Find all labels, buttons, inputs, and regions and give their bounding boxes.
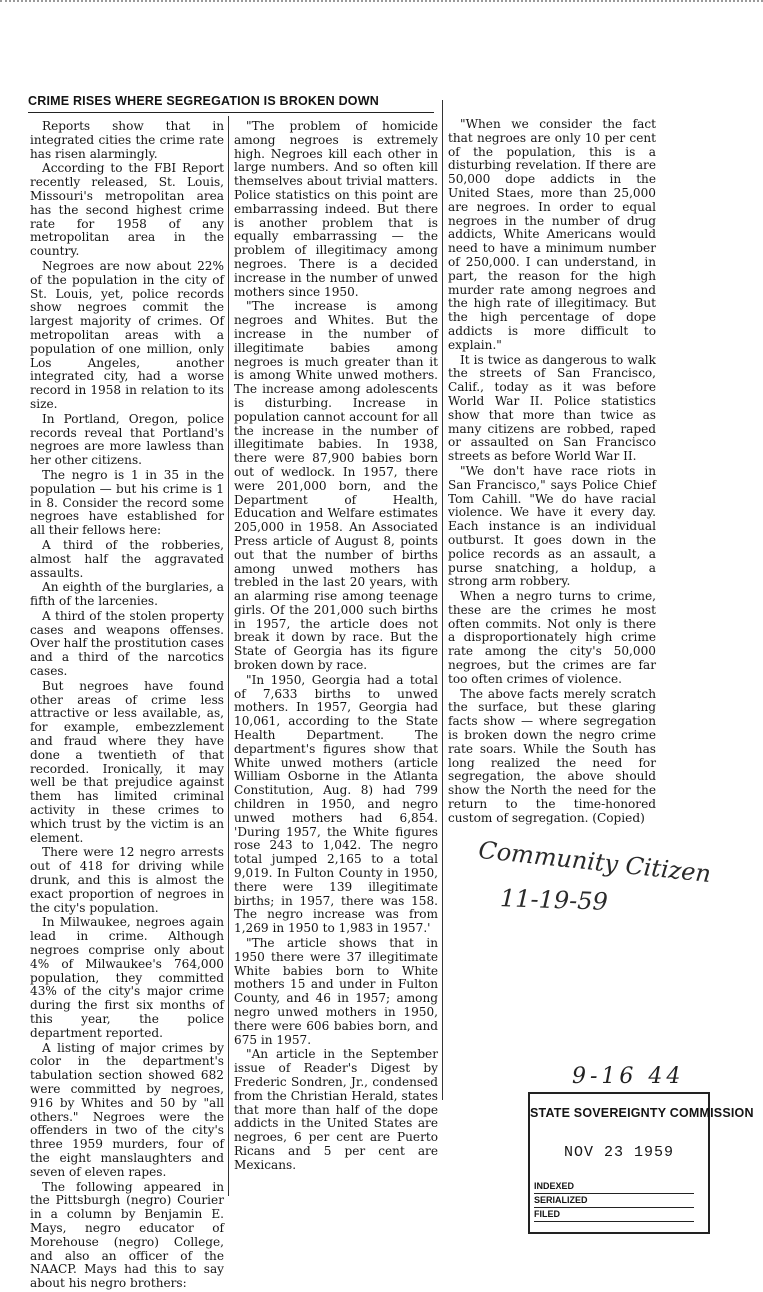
handwritten-file-number: 9-16 44 bbox=[572, 1064, 685, 1089]
paragraph: "We don't have race riots in San Francisco," says Police Chief Tom Cahill. "We do have racial violence. We have it every day. Each instance is an individual outburst. It goes down in the police records as an assault, a purse snatching, a holdup, a strong arm robbery. bbox=[448, 463, 656, 589]
paragraph: It is twice as dangerous to walk the streets of San Francisco, Calif., today as it was before World War II. Police statistics show that more than twice as many citizens are robbed, raped or assaulted on San Francisco streets as before World War II. bbox=[448, 352, 656, 464]
paragraph: Reports show that in integrated cities the crime rate has risen alarmingly. bbox=[30, 119, 224, 161]
paragraph: "In 1950, Georgia had a total of 7,633 births to unwed mothers. In 1957, Georgia had 10,061, according to the State Health Department. The department's figures show that White unwed mothers (article William Osborne in the Atlanta Constitution, Aug. 8) had 799 children in 1950, and negro unwed mothers had 6,854. 'During 1957, the White figures rose 243 to 1,042. The negro total jumped 2,165 to a total 9,019. In Fulton County in 1950, there were 139 illegitimate births; in 1957, there was 158. The negro increase was from 1,269 in 1950 to 1,983 in 1957.' bbox=[234, 672, 438, 936]
column-divider-1 bbox=[228, 116, 229, 1196]
article-column-3 bbox=[448, 118, 656, 827]
headline-rule bbox=[28, 112, 434, 113]
stamp-line-indexed: INDEXED bbox=[534, 1180, 694, 1194]
paragraph: In Portland, Oregon, police records reveal that Portland's negroes are more lawless than her other citizens. bbox=[30, 411, 224, 468]
stamp-line-serialized: SERIALIZED bbox=[534, 1194, 694, 1208]
column-divider-2 bbox=[442, 100, 443, 1100]
stamp-lines bbox=[534, 1180, 694, 1222]
perforation-edge bbox=[0, 0, 763, 6]
paragraph: "The increase is among negroes and Whites. But the increase in the number of illegitimate babies among negroes is much greater than it is among White unwed mothers. The increase among adolescents is disturbing. Increase in population cannot account for all the increase in the number of illegitimate babies. In 1938, there were 87,900 babies born out of wedlock. In 1957, there were 201,000 born, and the Department of Health, Education and Welfare estimates 205,000 in 1958. An Associated Press article of August 8, points out that the number of births among unwed mothers has trebled in the last 20 years, with an alarming rise among teenage girls. Of the 201,000 such births in 1957, the article does not break it down by race. But the State of Georgia has its figure broken down by race. bbox=[234, 299, 438, 673]
article-column-2 bbox=[234, 120, 438, 1174]
paragraph: "When we consider the fact that negroes are only 10 per cent of the population, this is a disturbing revelation. If there are 50,000 dope addicts in the United Staes, more than 25,000 are negroes. In order to equal negroes in the number of drug addicts, White Americans would need to have a minimum number of 250,000. I can understand, in part, the reason for the high murder rate among negroes and the high rate of illegitimacy. But the high percentage of dope addicts is more difficult to explain." bbox=[448, 117, 656, 352]
stamp-title: STATE SOVEREIGNTY COMMISSION bbox=[530, 1106, 754, 1120]
commission-stamp bbox=[528, 1092, 754, 1234]
paragraph: "The problem of homicide among negroes is extremely high. Negroes kill each other in large numbers. And so often kill themselves about trivial matters. Police statistics on this point are embarrassing indeed. But there is another problem that is equally embarrassing — the problem of illegitimacy among negroes. There is a decided increase in the number of unwed mothers since 1950. bbox=[234, 119, 438, 299]
article-headline: CRIME RISES WHERE SEGREGATION IS BROKEN DOWN bbox=[28, 94, 379, 108]
handwritten-date: 11-19-59 bbox=[499, 884, 609, 916]
paragraph: An eighth of the burglaries, a fifth of the larcenies. bbox=[30, 580, 224, 609]
paragraph: The above facts merely scratch the surface, but these glaring facts show — where segregation is broken down the negro crime rate soars. While the South has long realized the need for segregation, the above should show the North the need for the return to the time-honored custom of segregation. (Copied) bbox=[448, 686, 656, 825]
paragraph: When a negro turns to crime, these are the crimes he most often commits. Not only is there a disproportionately high crime rate among the city's 50,000 negroes, but the crimes are far too often crimes of violence. bbox=[448, 589, 656, 686]
stamp-date: NOV 23 1959 bbox=[563, 1144, 675, 1161]
stamp-line-filed: FILED bbox=[534, 1208, 694, 1222]
article-column-1 bbox=[30, 120, 224, 1292]
paragraph: "The article shows that in 1950 there were 37 illegitimate White babies born to White mothers 15 and under in Fulton County, and 46 in 1957; among negro unwed mothers in 1950, there were 606 babies born, and 675 in 1957. bbox=[234, 936, 438, 1047]
paragraph: A listing of major crimes by color in the department's tabulation section showed 682 were committed by negroes, 916 by Whites and 50 by "all others." Negroes were the offenders in two of the city's three 1959 murders, four of the eight manslaughters and seven of eleven rapes. bbox=[30, 1040, 224, 1179]
paragraph: In Milwaukee, negroes again lead in crime. Although negroes comprise only about 4% of Milwaukee's 764,000 population, they committed 43% of the city's major crime during the first six months of this year, the police department reported. bbox=[30, 915, 224, 1040]
paragraph: The following appeared in the Pittsburgh (negro) Courier in a column by Benjamin E. Mays, negro educator of Morehouse (negro) College, and also an officer of the NAACP. Mays had this to say about his negro brothers: bbox=[30, 1179, 224, 1291]
paragraph: Negroes are now about 22% of the population in the city of St. Louis, yet, police records show negroes commit the largest majority of crimes. Of metropolitan areas with a population of one million, only Los Angeles, another integrated city, had a worse record in 1958 in relation to its size. bbox=[30, 258, 224, 411]
paragraph: There were 12 negro arrests out of 418 for driving while drunk, and this is almost the exact proportion of negroes in the city's population. bbox=[30, 845, 224, 915]
paragraph: But negroes have found other areas of crime less attractive or less available, as, for example, embezzlement and fraud where they have done a twentieth of that recorded. Ironically, it may well be that prejudice against them has limited criminal activity in these crimes to which trust by the victim is an element. bbox=[30, 678, 224, 845]
paragraph: A third of the stolen property cases and weapons offenses. Over half the prostitution cases and a third of the narcotics cases. bbox=[30, 608, 224, 679]
paragraph: The negro is 1 in 35 in the population — but his crime is 1 in 8. Consider the record some negroes have established for all their fellows here: bbox=[30, 467, 224, 538]
handwritten-source: Community Citizen bbox=[477, 835, 713, 889]
paragraph: "An article in the September issue of Reader's Digest by Frederic Sondren, Jr., condensed from the Christian Herald, states that more than half of the dope addicts in the United States are negroes, 6 per cent are Puerto Ricans and 5 per cent are Mexicans. bbox=[234, 1047, 438, 1172]
paragraph: According to the FBI Report recently released, St. Louis, Missouri's metropolitan area has the second highest crime rate for 1958 of any metropolitan area in the country. bbox=[30, 161, 224, 259]
paragraph: A third of the robberies, almost half the aggravated assaults. bbox=[30, 537, 224, 580]
